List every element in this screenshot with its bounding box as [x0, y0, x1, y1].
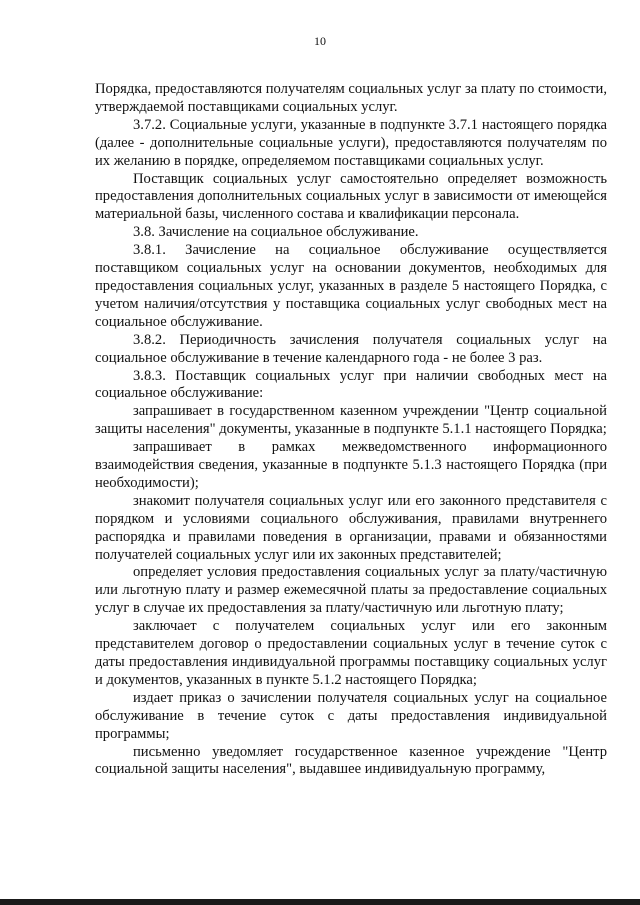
list-item-notifies: письменно уведомляет государственное казенное учреждение "Центр социальной защиты населения", выдавшее индивидуальную программу,: [95, 743, 607, 778]
document-body: [95, 81, 607, 779]
page-number: 10: [314, 34, 326, 48]
paragraph-3-8-1: 3.8.1. Зачисление на социальное обслуживание осуществляется поставщиком социальных услуг на основании документов, необходимых для предоставления социальных услуг, указанных в разделе 5 настоящего Порядка, с учетом наличия/отсутствия у поставщика социальных услуг свободных мест на социальное обслуживание.: [95, 242, 607, 330]
section-heading-3-8: 3.8. Зачисление на социальное обслуживание.: [133, 224, 419, 241]
scan-edge-bar: [0, 899, 640, 905]
list-item-acquaints: знакомит получателя социальных услуг или его законного представителя с порядком и условиями социального обслуживания, правилами внутреннего распорядка и правилами поведения в организации, правами и обязанностями получателей социальных услуг или их законных представителей;: [95, 492, 607, 563]
list-item-issues-order: издает приказ о зачислении получателя социальных услуг на социальное обслуживание в течение суток с даты предоставления индивидуальной программы;: [95, 689, 607, 742]
list-item-concludes-contract: заключает с получателем социальных услуг или его законным представителем договор о предоставлении социальных услуг в течение суток с даты предоставления индивидуальной программы поставщику социальных услуг и документов, указанных в пункте 5.1.2 настоящего Порядка;: [95, 618, 607, 688]
paragraph-3-8-3: 3.8.3. Поставщик социальных услуг при наличии свободных мест на социальное обслуживание:: [95, 367, 607, 402]
paragraph-3-7-2: 3.7.2. Социальные услуги, указанные в подпункте 3.7.1 настоящего порядка (далее - дополнительные социальные услуги), предоставляются получателям по их желанию в порядке, определяемом поставщиками социальных услуг.: [95, 116, 607, 169]
paragraph-continuation: Порядка, предоставляются получателям социальных услуг за плату по стоимости, утверждаемой поставщиками социальных услуг.: [95, 81, 607, 115]
list-item-requests-documents: запрашивает в государственном казенном учреждении "Центр социальной защиты населения" документы, указанные в подпункте 5.1.1 настоящего Порядка;: [95, 403, 607, 438]
list-item-requests-info: запрашивает в рамках межведомственного информационного взаимодействия сведения, указанные в подпункте 5.1.3 настоящего Порядка (при необходимости);: [95, 439, 607, 491]
paragraph-provider-capacity: Поставщик социальных услуг самостоятельно определяет возможность предоставления дополнительных социальных услуг в зависимости от имеющейся материальной базы, численного состава и квалификации персонала.: [95, 170, 607, 223]
list-item-determines-conditions: определяет условия предоставления социальных услуг за плату/частичную или льготную плату и размер ежемесячной платы за предоставление социальных услуг в случае их предоставления за плату/частичную или льготную плату;: [95, 564, 607, 617]
paragraph-3-8-2: 3.8.2. Периодичность зачисления получателя социальных услуг на социальное обслуживание в течение календарного года - не более 3 раз.: [95, 331, 607, 366]
